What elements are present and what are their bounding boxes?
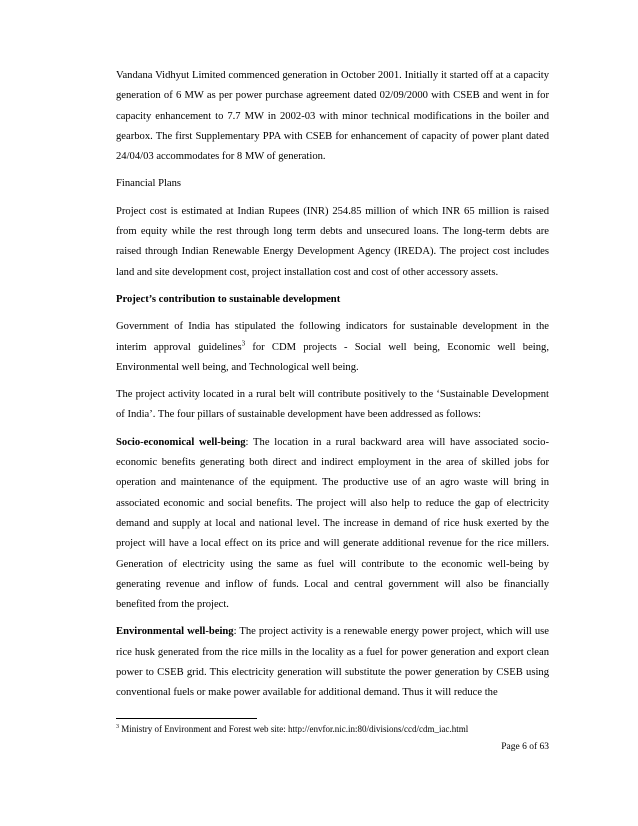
section-heading-sustainable-development: Project’s contribution to sustainable development	[116, 293, 341, 305]
footnote-reference: 3	[241, 339, 246, 348]
body-text	[116, 66, 549, 711]
paragraph-project-cost: Project cost is estimated at Indian Rupees (INR) 254.85 million of which INR 65 million is raised from equity while the rest through long term debts and unsecured loans. The long-term debts are raised through Indian Renewable Energy Development Agency (IREDA). The project cost includes land and site development cost, project installation cost and cost of other accessory assets.	[116, 205, 549, 278]
footnote-divider	[116, 718, 257, 719]
label-environmental: Environmental well-being	[116, 626, 234, 638]
footnote-marker: 3	[116, 724, 119, 730]
page-number: Page 6 of 63	[501, 742, 549, 752]
text-socio-economic: : The location in a rural backward area will have associated socio-economic benefits generating both direct and indirect employment in the area of skilled jobs for operation and maintenance of the equipment. The productive use of an agro waste will bring in associated economic and social benefits. The project will also help to reduce the gap of electricity demand and supply at local and national level. The increase in demand of rice husk exerted by the project will have a local effect on its price and will generate additional revenue for the rice millers. Generation of electricity using the same as fuel will contribute to the economic well-being by generating revenue and inflow of funds. Local and central government will also be financially benefited from the project.	[116, 436, 549, 611]
paragraph-indicators-text: Government of India has stipulated the following indicators for sustainable development in the interim approval guidelines	[116, 321, 549, 353]
footnote	[116, 722, 549, 736]
paragraph-company-history: Vandana Vidhyut Limited commenced generation in October 2001. Initially it started off at a capacity generation of 6 MW as per power purchase agreement dated 02/09/2000 with CSEB and went in for capacity enhancement to 7.7 MW in 2002-03 with minor technical modifications in the boiler and gearbox. The first Supplementary PPA with CSEB for enhancement of capacity of power plant dated 24/04/03 accommodates for 8 MW of generation.	[116, 70, 549, 163]
subheading-financial-plans: Financial Plans	[116, 178, 182, 190]
label-socio-economic: Socio-economical well-being	[116, 436, 246, 448]
paragraph-indicators	[116, 317, 549, 378]
paragraph-indicators-text-cont: for CDM projects - Social well being, Economic well being, Environmental well being, and Technological well being.	[116, 341, 549, 373]
text-environmental: : The project activity is a renewable energy power project, which will use rice husk generated from the rice mills in the locality as a fuel for power generation and export clean power to CSEB grid. This electricity generation will substitute the power generation by CSEB using conventional fuels or make power available for additional demand. Thus it will reduce the	[116, 626, 549, 699]
footnote-text: Ministry of Environment and Forest web site: http://envfor.nic.in:80/divisions/ccd/cdm_iac.html	[119, 724, 469, 734]
paragraph-socio-economic	[116, 433, 549, 616]
paragraph-four-pillars: The project activity located in a rural belt will contribute positively to the ‘Sustainable Development of India’. The four pillars of sustainable development have been addressed as follows:	[116, 389, 549, 421]
paragraph-environmental	[116, 622, 549, 703]
